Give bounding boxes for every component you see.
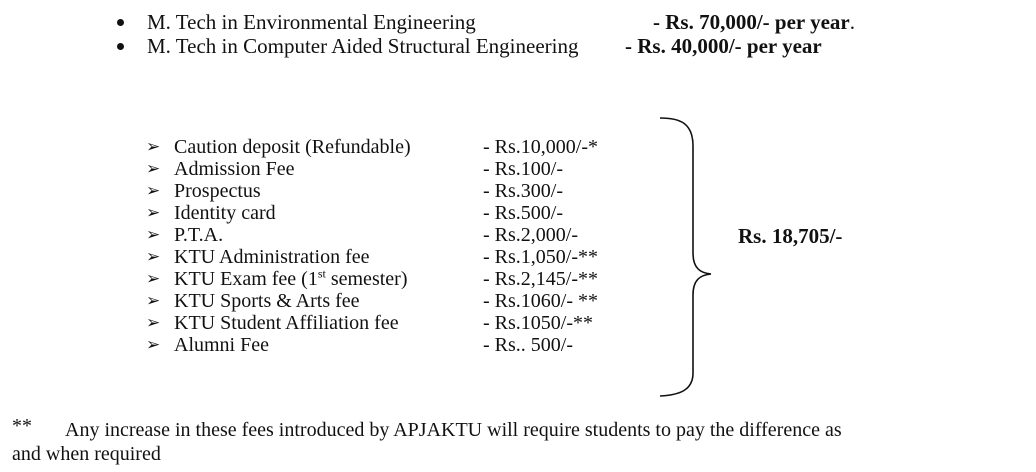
fee-amount: - Rs.1,050/-** (483, 246, 598, 268)
fee-amount: - Rs.1050/-** (483, 312, 593, 334)
arrow-bullet-icon: ➢ (146, 203, 161, 223)
fee-label: Caution deposit (Refundable) (174, 136, 411, 158)
arrow-bullet-icon: ➢ (146, 313, 161, 333)
arrow-bullet-icon: ➢ (146, 137, 161, 157)
fee-label (174, 268, 407, 290)
footnote-marker: ** (12, 415, 32, 437)
bullet-dot (117, 43, 124, 50)
course-fee-suffix: . (849, 10, 855, 34)
fee-label-text: semester) (325, 268, 408, 290)
fee-amount: - Rs.1060/- ** (483, 290, 598, 312)
fee-label: Identity card (174, 202, 276, 224)
fee-amount: - Rs.500/- (483, 202, 563, 224)
arrow-bullet-icon: ➢ (146, 225, 161, 245)
fee-amount: - Rs.10,000/-* (483, 136, 598, 158)
curly-brace-path (660, 118, 711, 396)
arrow-bullet-icon: ➢ (146, 335, 161, 355)
fee-amount: - Rs.2,000/- (483, 224, 578, 246)
fee-label: KTU Administration fee (174, 246, 370, 268)
fee-amount: - Rs.. 500/- (483, 334, 573, 356)
bullet-dot (117, 19, 124, 26)
curly-brace (655, 108, 715, 398)
fee-label: Prospectus (174, 180, 261, 202)
arrow-bullet-icon: ➢ (146, 269, 161, 289)
fee-label: Alumni Fee (174, 334, 269, 356)
fee-label: KTU Sports & Arts fee (174, 290, 360, 312)
course-name: M. Tech in Environmental Engineering (147, 10, 476, 34)
fee-amount: - Rs.2,145/-** (483, 268, 598, 290)
fee-amount: - Rs.100/- (483, 158, 563, 180)
course-fee-value: - Rs. 70,000/- per year (653, 10, 850, 34)
arrow-bullet-icon: ➢ (146, 181, 161, 201)
footnote-line: Any increase in these fees introduced by APJAKTU will require students to pay the difference as (65, 419, 842, 441)
total-amount: Rs. 18,705/- (738, 224, 843, 248)
fee-label: P.T.A. (174, 224, 224, 246)
fee-label: KTU Student Affiliation fee (174, 312, 399, 334)
ordinal-suffix: st (317, 266, 326, 281)
course-name: M. Tech in Computer Aided Structural Engineering (147, 34, 579, 58)
arrow-bullet-icon: ➢ (146, 291, 161, 311)
course-fee (653, 10, 855, 34)
course-fee-value: - Rs. 40,000/- per year (625, 34, 822, 58)
footnote-line: and when required (12, 443, 161, 465)
fee-label-text: KTU Exam fee (1 (174, 268, 318, 290)
fee-amount: - Rs.300/- (483, 180, 563, 202)
fee-label: Admission Fee (174, 158, 295, 180)
arrow-bullet-icon: ➢ (146, 159, 161, 179)
arrow-bullet-icon: ➢ (146, 247, 161, 267)
